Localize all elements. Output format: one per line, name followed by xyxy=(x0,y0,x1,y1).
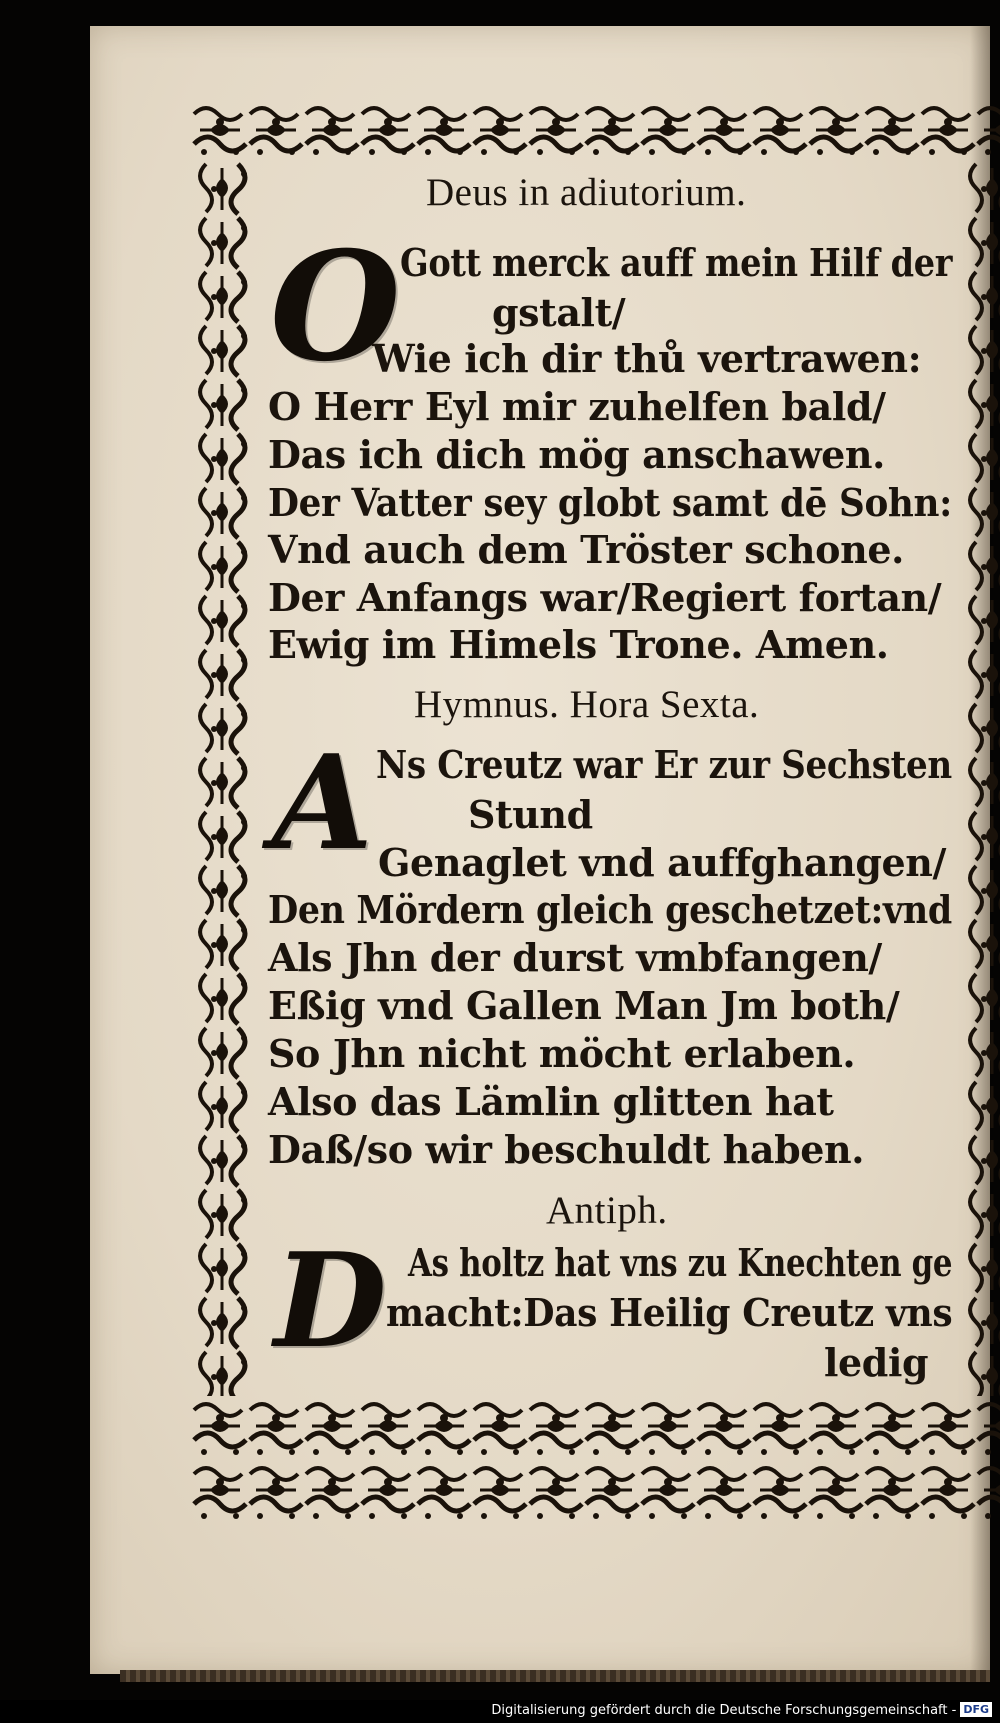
decorated-initial-o: O xyxy=(270,219,401,395)
heading-hymnus-hora-sexta: Hymnus. Hora Sexta. xyxy=(414,683,760,726)
verse-line: Also das Lämlin glitten hat xyxy=(268,1079,834,1124)
credit-text: Digitalisierung gefördert durch die Deutsche Forschungsgemeinschaft - xyxy=(491,1703,957,1718)
ornament-border-right xyxy=(962,162,1000,1396)
dfg-logo: DFG xyxy=(960,1702,992,1717)
ornament-border-top xyxy=(192,100,1000,162)
ornament-border-bottom xyxy=(192,1396,1000,1524)
verse-line: Den Mördern gleich geschetzet:vnd xyxy=(268,887,952,932)
verse-line: So Jhn nicht möcht erlaben. xyxy=(268,1031,856,1076)
verse-line: Als Jhn der durst vmbfangen/ xyxy=(268,935,882,980)
verse-line: O Herr Eyl mir zuhelfen bald/ xyxy=(268,384,886,429)
verse-line: Vnd auch dem Tröster schone. xyxy=(268,527,904,572)
verse-line: gstalt/ xyxy=(492,290,626,335)
catchword: ledig xyxy=(824,1340,929,1385)
ornament-border-left xyxy=(192,162,254,1396)
verse-line: Ewig im Himels Trone. Amen. xyxy=(268,622,889,667)
page-edge xyxy=(120,1670,990,1682)
verse-line: Stund xyxy=(468,792,593,837)
verse-line: Gott merck auff mein Hilf der xyxy=(400,240,953,285)
decorated-initial-d: D xyxy=(274,1224,387,1377)
heading-antiph: Antiph. xyxy=(546,1189,668,1232)
verse-line: Das ich dich mög anschawen. xyxy=(268,432,885,477)
verse-line: Eßig vnd Gallen Man Jm both/ xyxy=(268,983,900,1028)
verse-line: macht:Das Heilig Creutz vns xyxy=(386,1290,953,1335)
verse-line: Ns Creutz war Er zur Sechsten xyxy=(376,742,952,787)
verse-line: Der Anfangs war/Regiert fortan/ xyxy=(268,575,942,620)
digitization-credit-bar xyxy=(0,1700,1000,1723)
verse-line: Genaglet vnd auffghangen/ xyxy=(378,840,946,885)
heading-deus-in-adiutorium: Deus in adiutorium. xyxy=(426,171,747,214)
verse-line: As holtz hat vns zu Knechten ge xyxy=(408,1240,953,1285)
verse-line: Wie ich dir thů vertrawen: xyxy=(372,336,922,381)
verse-line: Der Vatter sey globt samt dē Sohn: xyxy=(268,480,952,525)
verse-line: Daß/so wir beschuldt haben. xyxy=(268,1127,865,1172)
decorated-initial-a: A xyxy=(272,726,373,879)
